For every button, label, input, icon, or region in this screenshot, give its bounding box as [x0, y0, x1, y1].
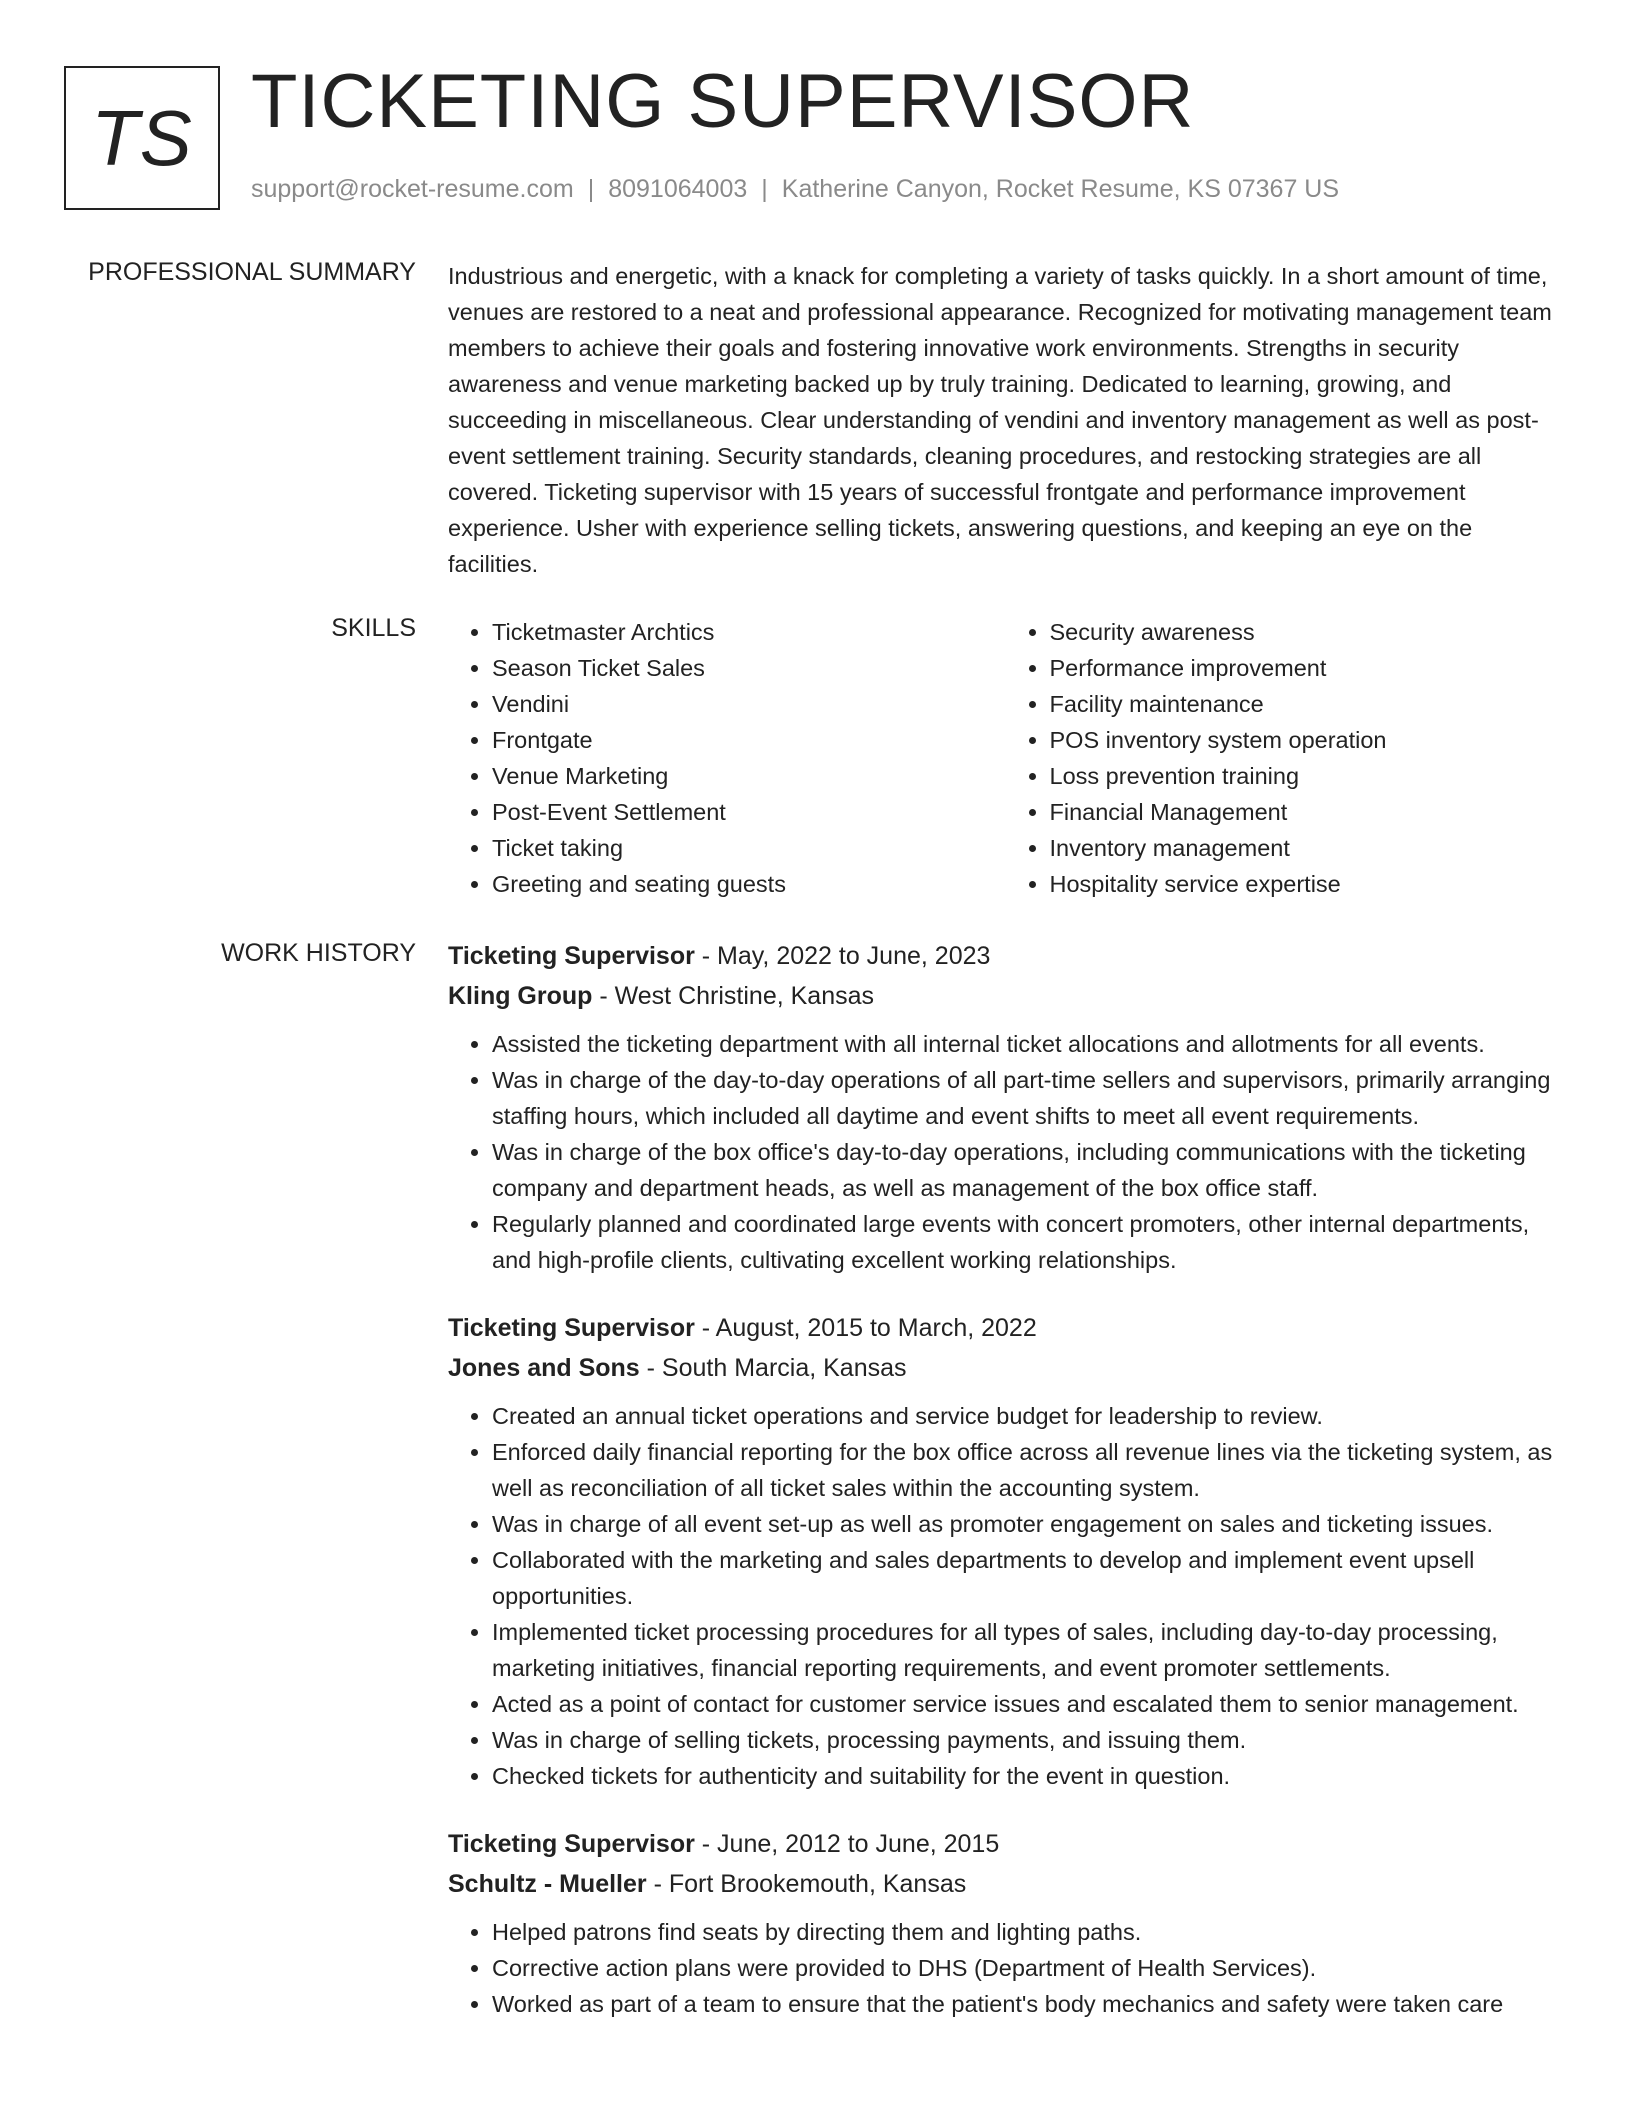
skills-list-left: [448, 614, 1006, 902]
skill-item: • Security awareness: [1050, 614, 1564, 650]
job-dates: - June, 2012 to June, 2015: [694, 1830, 1000, 1858]
skill-item: • Inventory management: [1050, 830, 1564, 866]
job-entry: [448, 1308, 1563, 1794]
contact-email[interactable]: support@rocket-resume.com: [251, 175, 574, 203]
skill-item: • Hospitality service expertise: [1050, 866, 1564, 902]
skill-item: • Financial Management: [1050, 794, 1564, 830]
job-duty-item: • Was in charge of the box office's day-to-day operations, including communications with the ticketing company and department heads, as well as management of the box office staff.: [492, 1134, 1563, 1206]
job-company-line: [448, 1864, 1563, 1904]
summary-text: Industrious and energetic, with a knack for completing a variety of tasks quickly. In a short amount of time, venues are restored to a neat and professional appearance. Recognized for motivating management team members to achieve their goals and fostering innovative work environments. Strengths in security awareness and venue marketing backed up by truly training. Dedicated to learning, growing, and succeeding in miscellaneous. Clear understanding of vendini and inventory management as well as post-event settlement training. Security standards, cleaning procedures, and restocking strategies are all covered. Ticketing supervisor with 15 years of successful frontgate and performance improvement experience. Usher with experience selling tickets, answering questions, and keeping an eye on the facilities.: [448, 263, 1552, 577]
contact-separator: |: [587, 175, 595, 203]
job-title: Ticketing Supervisor: [448, 942, 695, 970]
job-dates: - May, 2022 to June, 2023: [694, 942, 991, 970]
job-entry: [448, 1824, 1563, 2022]
job-duty-item: • Corrective action plans were provided to DHS (Department of Health Services).: [492, 1950, 1563, 1986]
job-entry: [448, 936, 1563, 1278]
job-title-line: [448, 1308, 1563, 1348]
job-title-line: [448, 1824, 1563, 1864]
job-duty-item: • Assisted the ticketing department with all internal ticket allocations and allotments for all events.: [492, 1026, 1563, 1062]
summary-heading: PROFESSIONAL SUMMARY: [88, 258, 416, 286]
job-duties-list: [448, 1026, 1563, 1278]
job-duty-item: • Regularly planned and coordinated large events with concert promoters, other internal departments, and high-profile clients, cultivating excellent working relationships.: [492, 1206, 1563, 1278]
job-company: Schultz - Mueller: [448, 1870, 647, 1898]
skills-list-right: [1006, 614, 1564, 902]
job-duty-item: • Worked as part of a team to ensure that the patient's body mechanics and safety were taken care: [492, 1986, 1563, 2022]
skill-item: • Vendini: [492, 686, 1006, 722]
contact-separator: |: [761, 175, 768, 203]
skill-item: • Season Ticket Sales: [492, 650, 1006, 686]
skill-item: • Greeting and seating guests: [492, 866, 1006, 902]
skill-item: • Post-Event Settlement: [492, 794, 1006, 830]
contact-line: [251, 175, 1339, 204]
job-duty-item: • Collaborated with the marketing and sales departments to develop and implement event upsell opportunities.: [492, 1542, 1563, 1614]
job-location: - West Christine, Kansas: [592, 982, 875, 1010]
contact-phone[interactable]: 8091064003: [608, 175, 748, 203]
job-duty-item: • Created an annual ticket operations and service budget for leadership to review.: [492, 1398, 1563, 1434]
job-duty-item: • Implemented ticket processing procedures for all types of sales, including day-to-day processing, marketing initiatives, financial reporting requirements, and event promoter settlements.: [492, 1614, 1563, 1686]
job-duties-list: [448, 1914, 1563, 2022]
skill-item: • Frontgate: [492, 722, 1006, 758]
job-duty-item: • Was in charge of selling tickets, processing payments, and issuing them.: [492, 1722, 1563, 1758]
skill-item: • Venue Marketing: [492, 758, 1006, 794]
skill-item: • Ticketmaster Archtics: [492, 614, 1006, 650]
job-duty-item: • Was in charge of all event set-up as well as promoter engagement on sales and ticketing issues.: [492, 1506, 1563, 1542]
job-title: Ticketing Supervisor: [448, 1830, 695, 1858]
initials-monogram: TS: [64, 66, 220, 210]
job-title: Ticketing Supervisor: [448, 1314, 695, 1342]
contact-address: Katherine Canyon, Rocket Resume, KS 07367 US: [781, 175, 1340, 203]
skill-item: • Performance improvement: [1050, 650, 1564, 686]
job-company: Jones and Sons: [448, 1354, 640, 1382]
job-duty-item: • Enforced daily financial reporting for the box office across all revenue lines via the ticketing system, as well as reconciliation of all ticket sales within the accounting system.: [492, 1434, 1563, 1506]
job-location: - South Marcia, Kansas: [639, 1354, 907, 1382]
job-dates: - August, 2015 to March, 2022: [694, 1314, 1037, 1342]
job-duty-item: • Was in charge of the day-to-day operations of all part-time sellers and supervisors, primarily arranging staffing hours, which included all daytime and event shifts to meet all event requirements.: [492, 1062, 1563, 1134]
job-duties-list: [448, 1398, 1563, 1794]
work-history-heading: WORK HISTORY: [221, 939, 416, 967]
resume-title: TICKETING SUPERVISOR: [251, 59, 1195, 144]
job-duty-item: • Checked tickets for authenticity and suitability for the event in question.: [492, 1758, 1563, 1794]
job-company-line: [448, 1348, 1563, 1388]
job-duty-item: • Acted as a point of contact for customer service issues and escalated them to senior management.: [492, 1686, 1563, 1722]
skill-item: • Loss prevention training: [1050, 758, 1564, 794]
job-company: Kling Group: [448, 982, 593, 1010]
job-company-line: [448, 976, 1563, 1016]
skill-item: • Facility maintenance: [1050, 686, 1564, 722]
skills-heading: SKILLS: [331, 614, 416, 642]
skill-item: • Ticket taking: [492, 830, 1006, 866]
job-duty-item: • Helped patrons find seats by directing them and lighting paths.: [492, 1914, 1563, 1950]
job-location: - Fort Brookemouth, Kansas: [646, 1870, 967, 1898]
skill-item: • POS inventory system operation: [1050, 722, 1564, 758]
job-title-line: [448, 936, 1563, 976]
